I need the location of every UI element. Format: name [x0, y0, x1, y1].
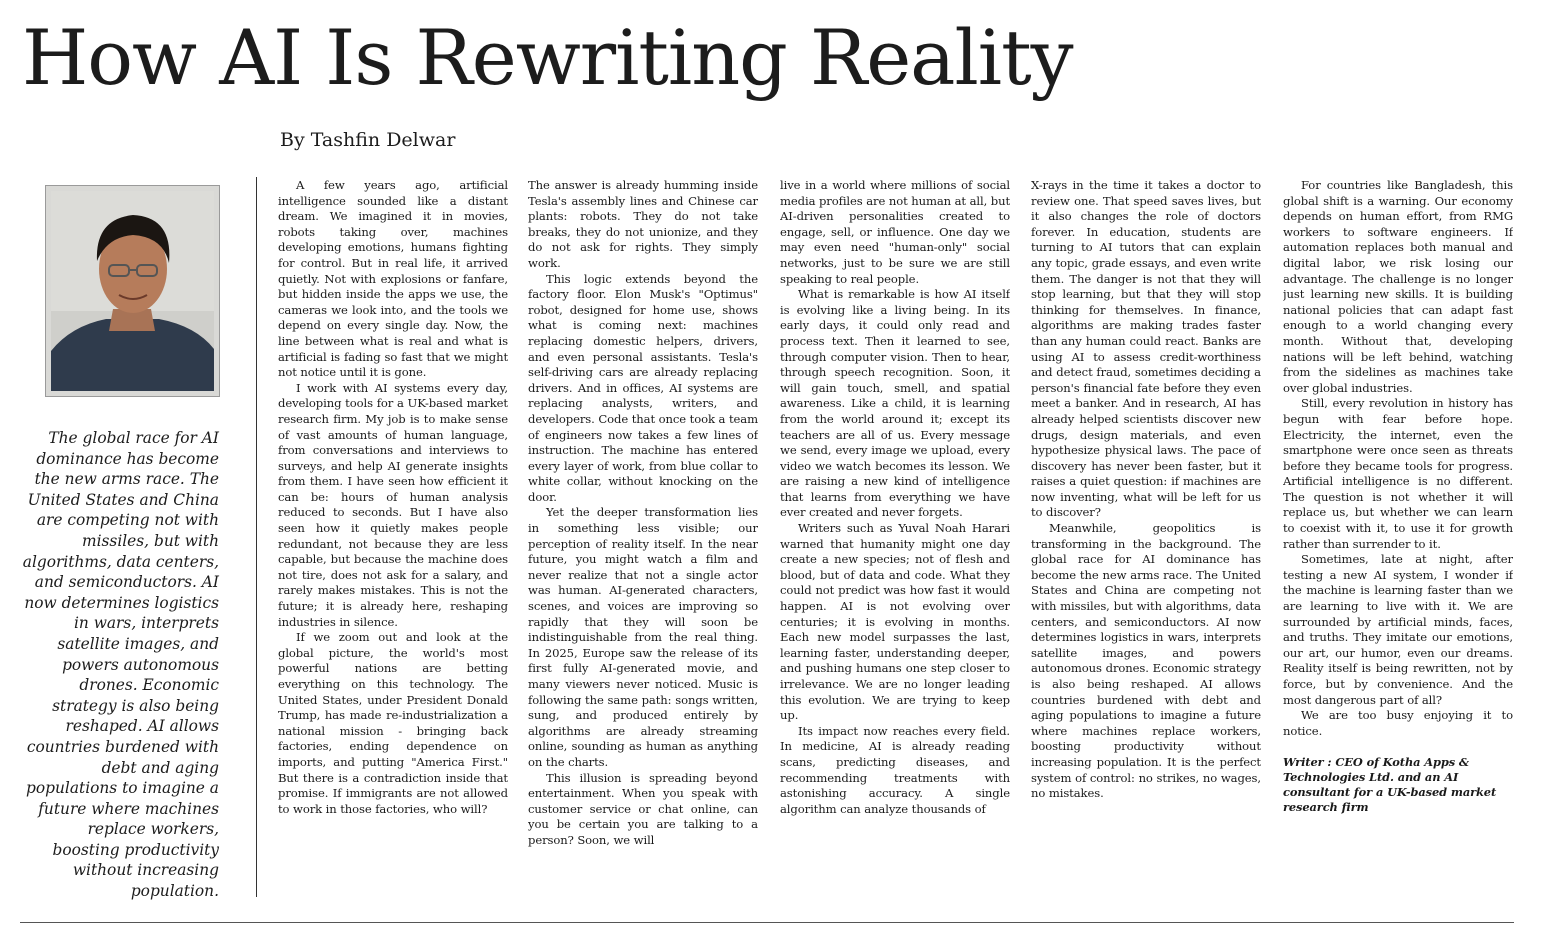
article-column-5 — [1283, 178, 1513, 898]
paragraph: live in a world where millions of social media profiles are not human at all, but AI-driven personalities created to engage, sell, or influence. One day we may even need "human-only" social networks, just to be sure we are still speaking to real people. — [780, 178, 1010, 286]
byline: By Tashfin Delwar — [280, 129, 456, 151]
headline: How AI Is Rewriting Reality — [22, 13, 1073, 102]
paragraph: Writers such as Yuval Noah Harari warned that humanity might one day create a new species; not of flesh and blood, but of data and code. What they could not predict was how fast it would happen. AI is not evolving over centuries; it is evolving in months. Each new model surpasses the last, learning faster, understanding deeper, and pushing humans one step closer to irrelevance. We are no longer leading this evolution. We are trying to keep up. — [780, 521, 1010, 723]
paragraph: Sometimes, late at night, after testing a new AI system, I wonder if the machine is learning faster than we are learning to live with it. We are surrounded by artificial minds, faces, and truths. They imitate our emotions, our art, our humor, even our dreams. Reality itself is being rewritten, not by force, but by convenience. And the most dangerous part of all? — [1283, 552, 1513, 707]
pull-quote: The global race for AI dominance has become the new arms race. The United States and China are competing not with missiles, but with algorithms, data centers, and semiconductors. AI now determines logistics in wars, interprets satellite images, and powers autonomous drones. Economic strategy is also being reshaped. AI allows countries burdened with debt and aging populations to imagine a future where machines replace workers, boosting productivity without increasing population. — [22, 429, 219, 901]
author-photo — [45, 185, 220, 397]
author-portrait-icon — [51, 191, 214, 391]
writer-note: Writer : CEO of Kotha Apps & Technologies Ltd. and an AI consultant for a UK-based market research firm — [1283, 755, 1497, 814]
paragraph: This logic extends beyond the factory floor. Elon Musk's "Optimus" robot, designed for home use, shows what is coming next: machines replacing domestic helpers, drivers, and even personal assistants. Tesla's self-driving cars are already replacing drivers. And in offices, AI systems are replacing analysts, writers, and developers. Code that once took a team of engineers now takes a few lines of instruction. The machine has entered every layer of work, from blue collar to white collar, without knocking on the door. — [528, 271, 758, 504]
article-column-3 — [780, 178, 1010, 898]
article-column-1 — [278, 178, 508, 898]
paragraph: Its impact now reaches every field. In medicine, AI is already reading scans, predicting diseases, and recommending treatments with astonishing accuracy. A single algorithm can analyze thousands of — [780, 723, 1010, 816]
paragraph: This illusion is spreading beyond entertainment. When you speak with customer service or chat online, can you be certain you are talking to a person? Soon, we will — [528, 770, 758, 847]
bottom-rule — [20, 922, 1514, 923]
paragraph: Yet the deeper transformation lies in something less visible; our perception of reality itself. In the near future, you might watch a film and never realize that not a single actor was human. AI-generated characters, scenes, and voices are improving so rapidly that they will soon be indistinguishable from the real thing. In 2025, Europe saw the release of its first fully AI-generated movie, and many viewers never noticed. Music is following the same path: songs written, sung, and produced entirely by algorithms are already streaming online, sounding as human as anything on the charts. — [528, 505, 758, 769]
paragraph: A few years ago, artificial intelligence sounded like a distant dream. We imagined it in movies, robots taking over, machines developing emotions, humans fighting for control. But in real life, it arrived quietly. Not with explosions or fanfare, but hidden inside the apps we use, the cameras we look into, and the tools we depend on every single day. Now, the line between what is real and what is artificial is fading so fast that we might not notice until it is gone. — [278, 178, 508, 380]
paragraph: For countries like Bangladesh, this global shift is a warning. Our economy depends on human effort, from RMG workers to software engineers. If automation replaces both manual and digital labor, we risk losing our advantage. The challenge is no longer just learning new skills. It is building national policies that can adapt fast enough to a world changing every month. Without that, developing nations will be left behind, watching from the sidelines as machines take over global industries. — [1283, 178, 1513, 395]
paragraph: If we zoom out and look at the global picture, the world's most powerful nations are betting everything on this technology. The United States, under President Donald Trump, has made re-industrialization a national mission - bringing back factories, ending dependence on imports, and putting "America First." But there is a contradiction inside that promise. If immigrants are not allowed to work in those factories, who will? — [278, 630, 508, 816]
column-divider — [256, 177, 257, 897]
paragraph: I work with AI systems every day, developing tools for a UK-based market research firm. My job is to make sense of vast amounts of human language, from conversations and interviews to surveys, and help AI generate insights from them. I have seen how efficient it can be: hours of human analysis reduced to seconds. But I have also seen how it quietly makes people redundant, not because they are less capable, but because the machine does not tire, does not ask for a salary, and rarely makes mistakes. This is not the future; it is already here, reshaping industries in silence. — [278, 380, 508, 629]
paragraph: Meanwhile, geopolitics is transforming in the background. The global race for AI dominance has become the new arms race. The United States and China are competing not with missiles, but with algorithms, data centers, and semiconductors. AI now determines logistics in wars, interprets satellite images, and powers autonomous drones. Economic strategy is also being reshaped. AI allows countries burdened with debt and aging populations to imagine a future where machines replace workers, boosting productivity without increasing population. It is the perfect system of control: no strikes, no wages, no mistakes. — [1031, 521, 1261, 801]
paragraph: Still, every revolution in history has begun with fear before hope. Electricity, the internet, even the smartphone were once seen as threats before they became tools for progress. Artificial intelligence is no different. The question is not whether it will replace us, but whether we can learn to coexist with it, to use it for growth rather than surrender to it. — [1283, 396, 1513, 551]
paragraph: We are too busy enjoying it to notice. — [1283, 708, 1513, 738]
paragraph: What is remarkable is how AI itself is evolving like a living being. In its early days, it could only read and process text. Then it learned to see, through computer vision. Then to hear, through speech recognition. Soon, it will gain touch, smell, and spatial awareness. Like a child, it is learning from the world around it; except its teachers are all of us. Every message we send, every image we upload, every video we watch becomes its lesson. We are raising a new kind of intelligence that learns from everything we have ever created and never forgets. — [780, 287, 1010, 520]
paragraph: The answer is already humming inside Tesla's assembly lines and Chinese car plants: robots. They do not take breaks, they do not unionize, and they do not ask for rights. They simply work. — [528, 178, 758, 270]
article-column-4 — [1031, 178, 1261, 898]
paragraph: X-rays in the time it takes a doctor to review one. That speed saves lives, but it also changes the role of doctors forever. In education, students are turning to AI tutors that can explain any topic, grade essays, and even write them. The danger is not that they will stop learning, but that they will stop thinking for themselves. In finance, algorithms are making trades faster than any human could react. Banks are using AI to assess credit-worthiness and detect fraud, sometimes deciding a person's financial fate before they even meet a banker. And in research, AI has already helped scientists discover new drugs, design materials, and even hypothesize physical laws. The pace of discovery has never been faster, but it raises a quiet question: if machines are now inventing, what will be left for us to discover? — [1031, 178, 1261, 520]
article-column-2 — [528, 178, 758, 898]
